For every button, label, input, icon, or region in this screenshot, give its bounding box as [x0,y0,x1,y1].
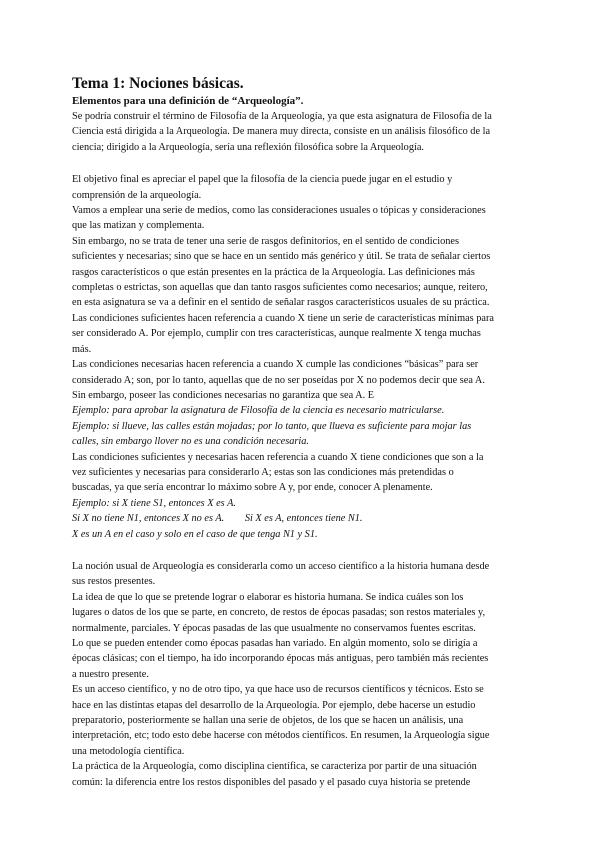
text-line: lugares o datos de los que se parte, en concreto, de restos de épocas pasadas; son restos materiales y, [72,607,486,619]
text-line: comprensión de la arqueología. [72,189,202,201]
example-line: Ejemplo: para aprobar la asignatura de Filosofía de la ciencia es necesario matricularse. [72,405,445,417]
text-line: Las condiciones suficientes y necesarias hacen referencia a cuando X tiene condiciones que son a la [72,451,484,463]
text-line: ser considerado A. Por ejemplo, cumplir con tres características, aunque realmente X tenga muchas [72,328,481,340]
text-line: El objetivo final es apreciar el papel que la filosofía de la ciencia puede jugar en el estudio y [72,174,453,186]
text-line: sus restos presentes. [72,576,156,588]
text-line: completas o estrictas, son aquellas que dan tanto rasgos suficientes como necesarios; aunque, reitero, [72,282,488,294]
example-line: X es un A en el caso y solo en el caso de que tenga N1 y S1. [72,528,318,540]
text-line: Vamos a emplear una serie de medios, como las consideraciones usuales o tópicas y consideraciones [72,205,486,217]
text-line: vez suficientes y necesarias para considerarlo A; estas son las condiciones más pretendidas o [72,466,454,478]
document-title: Tema 1: Nociones básicas. [72,75,244,92]
text-line: en esta asignatura se va a definir en el sentido de señalar rasgos característicos usuales de su práctica. [72,297,490,309]
text-line: hace en las distintas etapas del desarrollo de la Arqueología. Por ejemplo, debe hacerse un estudio [72,699,476,711]
text-line: buscadas, ya que sería encontrar lo máximo sobre A y, por ende, conocer A plenamente. [72,482,433,494]
text-line: a nuestro presente. [72,668,149,680]
example-line: Si X no tiene N1, entonces X no es A. Si X es A, entonces tiene N1. [72,513,363,525]
text-line: La idea de que lo que se pretende lograr o elaborar es historia humana. Se indica cuáles son los [72,591,464,603]
text-line: épocas clásicas; con el tiempo, ha ido incorporando épocas más antiguas, pero también más recientes [72,653,489,665]
text-line: Ciencia está dirigida a la Arqueología. De manera muy directa, consiste en un análisis filosófico de la [72,126,491,138]
paragraph-gap [72,542,532,559]
text-line: rasgos característicos o que están presentes en la práctica de la Arqueología. Las definiciones más [72,266,475,278]
text-line: La noción usual de Arqueología es considerarla como un acceso científico a la historia humana desde [72,560,490,572]
example-line: Ejemplo: si X tiene S1, entonces X es A. [72,497,236,509]
text-line: normalmente, parciales. Y épocas pasadas de las que usualmente no conservamos fuentes escritas. [72,622,476,634]
text-line: Se podría construir el término de Filosofía de la Arqueología, ya que esta asignatura de Filosofía de la [72,111,492,122]
text-line: una metodología científica. [72,745,185,757]
text-line: ciencia; dirigido a la Arqueología, sería una reflexión filosófica sobre la Arqueología. [72,141,424,153]
document-page [72,74,532,790]
text-line: preparatorio, posteriormente se hallan una serie de objetos, de los que se hacen un análisis, una [72,715,464,727]
text-line: más. [72,343,92,355]
text-line: Las condiciones necesarias hacen referencia a cuando X cumple las condiciones “básicas” para ser [72,359,479,371]
text-line: Es un acceso científico, y no de otro tipo, ya que hace uso de recursos científicos y técnicos. Esto se [72,684,484,696]
text-line: Las condiciones suficientes hacen referencia a cuando X tiene un serie de características mínimas para [72,312,494,324]
text-line: suficientes y necesarias; sino que se hace en un sentido más genérico y útil. Se trata de señalar ciertos [72,251,491,263]
text-line: común: la diferencia entre los restos disponibles del pasado y el pasado cuya historia se pretende [72,776,471,788]
example-line: Ejemplo: si llueve, las calles están mojadas; por lo tanto, que llueva es suficiente para mojar las [72,420,472,432]
text-line: interpretación, etc; todo esto debe hacerse con métodos científicos. En resumen, la Arqueología sigue [72,730,490,742]
example-line: calles, sin embargo llover no es una condición necesaria. [72,436,309,448]
text-line: considerado A; son, por lo tanto, aquellas que de no ser poseídas por X no podemos decir que sea A. [72,374,485,386]
paragraph-gap [72,155,532,172]
text-line: Sin embargo, poseer las condiciones necesarias no garantiza que sea A. E [72,389,375,401]
text-line: Sin embargo, no se trata de tener una serie de rasgos definitorios, en el sentido de condiciones [72,235,459,247]
text-line: que las matizan y complementa. [72,220,205,232]
document-subtitle: Elementos para una definición de “Arqueología”. [72,95,304,107]
text-line: Lo que se pueden entender como épocas pasadas han variado. En algún momento, solo se dirigía a [72,638,478,649]
text-line: La práctica de la Arqueología, como disciplina científica, se caracteriza por partir de una situación [72,761,477,773]
